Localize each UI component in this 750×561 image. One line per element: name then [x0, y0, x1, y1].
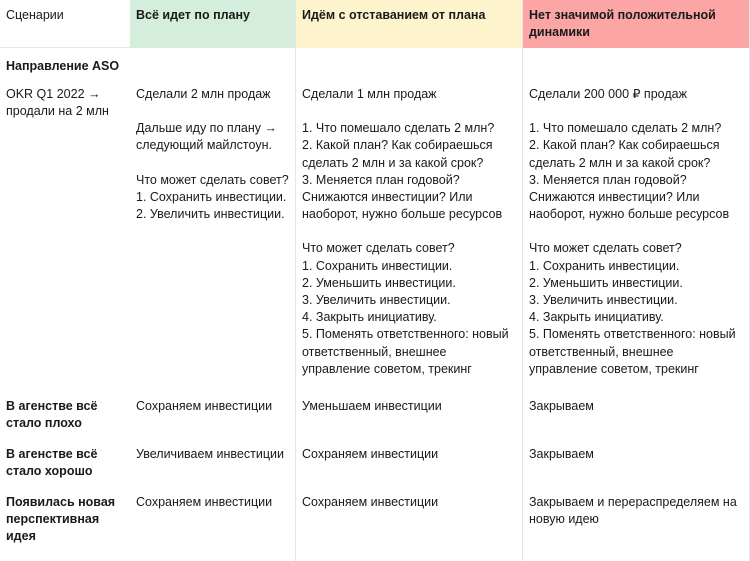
row-label-new-idea: Появилась новая перспективная идея: [6, 495, 116, 544]
okr-behind-option: 2. Уменьшить инвестиции.: [302, 275, 456, 290]
okr-behind-issue: 1. Что помешало сделать 2 млн?: [302, 121, 495, 136]
row-good-no-progress: Закрываем: [523, 443, 750, 491]
okr-noprog-option: 4. Закрыть инициативу.: [529, 310, 664, 325]
okr-noprog-summary: Сделали 200 000 ₽ продаж: [529, 87, 687, 101]
okr-noprog-issue: 1. Что помешало сделать 2 млн?: [529, 121, 722, 136]
okr-on-plan-summary: Сделали 2 млн продаж: [136, 87, 271, 101]
okr-cell-no-progress: [523, 83, 750, 395]
okr-behind-issue: 2. Какой план? Как собираешься сделать 2 млн и за какой срок?: [302, 138, 493, 170]
okr-behind-summary: Сделали 1 млн продаж: [302, 87, 437, 101]
okr-noprog-option: 3. Увеличить инвестиции.: [529, 293, 678, 308]
okr-on-plan-next: Дальше иду по плану → следующий майлстоун.: [136, 121, 278, 153]
okr-on-plan-option: 2. Увеличить инвестиции.: [136, 207, 285, 222]
row-idea-behind: Сохраняем инвестиции: [296, 491, 523, 561]
row-label-bad: В агенстве всё стало плохо: [6, 399, 98, 431]
section-empty-2: [296, 48, 523, 83]
okr-noprog-issue: 3. Меняется план годовой? Снижаются инвестиции? Или наоборот, нужно больше ресурсов: [529, 172, 730, 222]
section-empty-3: [523, 48, 750, 83]
section-empty-1: [130, 48, 296, 83]
row-idea-no-progress: Закрываем и перераспределяем на новую идею: [523, 491, 750, 561]
okr-behind-option: 5. Поменять ответственного: новый ответственный, внешнее управление советом, трекинг: [302, 327, 509, 376]
okr-label: OKR Q1 2022 → продали на 2 млн: [6, 87, 109, 119]
header-on-plan: Всё идет по плану: [130, 0, 296, 48]
okr-behind-option: 1. Сохранить инвестиции.: [302, 258, 453, 273]
header-behind-plan: Идём с отставанием от плана: [296, 0, 523, 48]
okr-noprog-question: Что может сделать совет?: [529, 241, 682, 256]
okr-noprog-option: 2. Уменьшить инвестиции.: [529, 275, 683, 290]
row-bad-on-plan: Сохраняем инвестиции: [130, 395, 296, 443]
row-bad-no-progress: Закрываем: [523, 395, 750, 443]
row-idea-on-plan: Сохраняем инвестиции: [130, 491, 296, 561]
header-scenarios: Сценарии: [0, 0, 130, 48]
row-good-behind: Сохраняем инвестиции: [296, 443, 523, 491]
row-bad-behind: Уменьшаем инвестиции: [296, 395, 523, 443]
okr-on-plan-option: 1. Сохранить инвестиции.: [136, 189, 287, 204]
okr-cell-behind-plan: [296, 83, 523, 395]
okr-cell-on-plan: [130, 83, 296, 395]
okr-behind-option: 3. Увеличить инвестиции.: [302, 293, 451, 308]
okr-noprog-option: 1. Сохранить инвестиции.: [529, 258, 680, 273]
header-no-progress: Нет значимой положительной динамики: [523, 0, 750, 48]
row-good-on-plan: Увеличиваем инвестиции: [130, 443, 296, 491]
okr-noprog-issue: 2. Какой план? Как собираешься сделать 2 млн и за какой срок?: [529, 138, 720, 170]
section-title: Направление ASO: [6, 59, 120, 73]
row-label-good: В агенстве всё стало хорошо: [6, 447, 98, 479]
okr-behind-issue: 3. Меняется план годовой? Снижаются инвестиции? Или наоборот, нужно больше ресурсов: [302, 172, 503, 222]
okr-behind-question: Что может сделать совет?: [302, 241, 455, 256]
okr-on-plan-question: Что может сделать совет?: [136, 172, 289, 187]
okr-noprog-option: 5. Поменять ответственного: новый ответственный, внешнее управление советом, трекинг: [529, 327, 736, 376]
okr-behind-option: 4. Закрыть инициативу.: [302, 310, 437, 325]
